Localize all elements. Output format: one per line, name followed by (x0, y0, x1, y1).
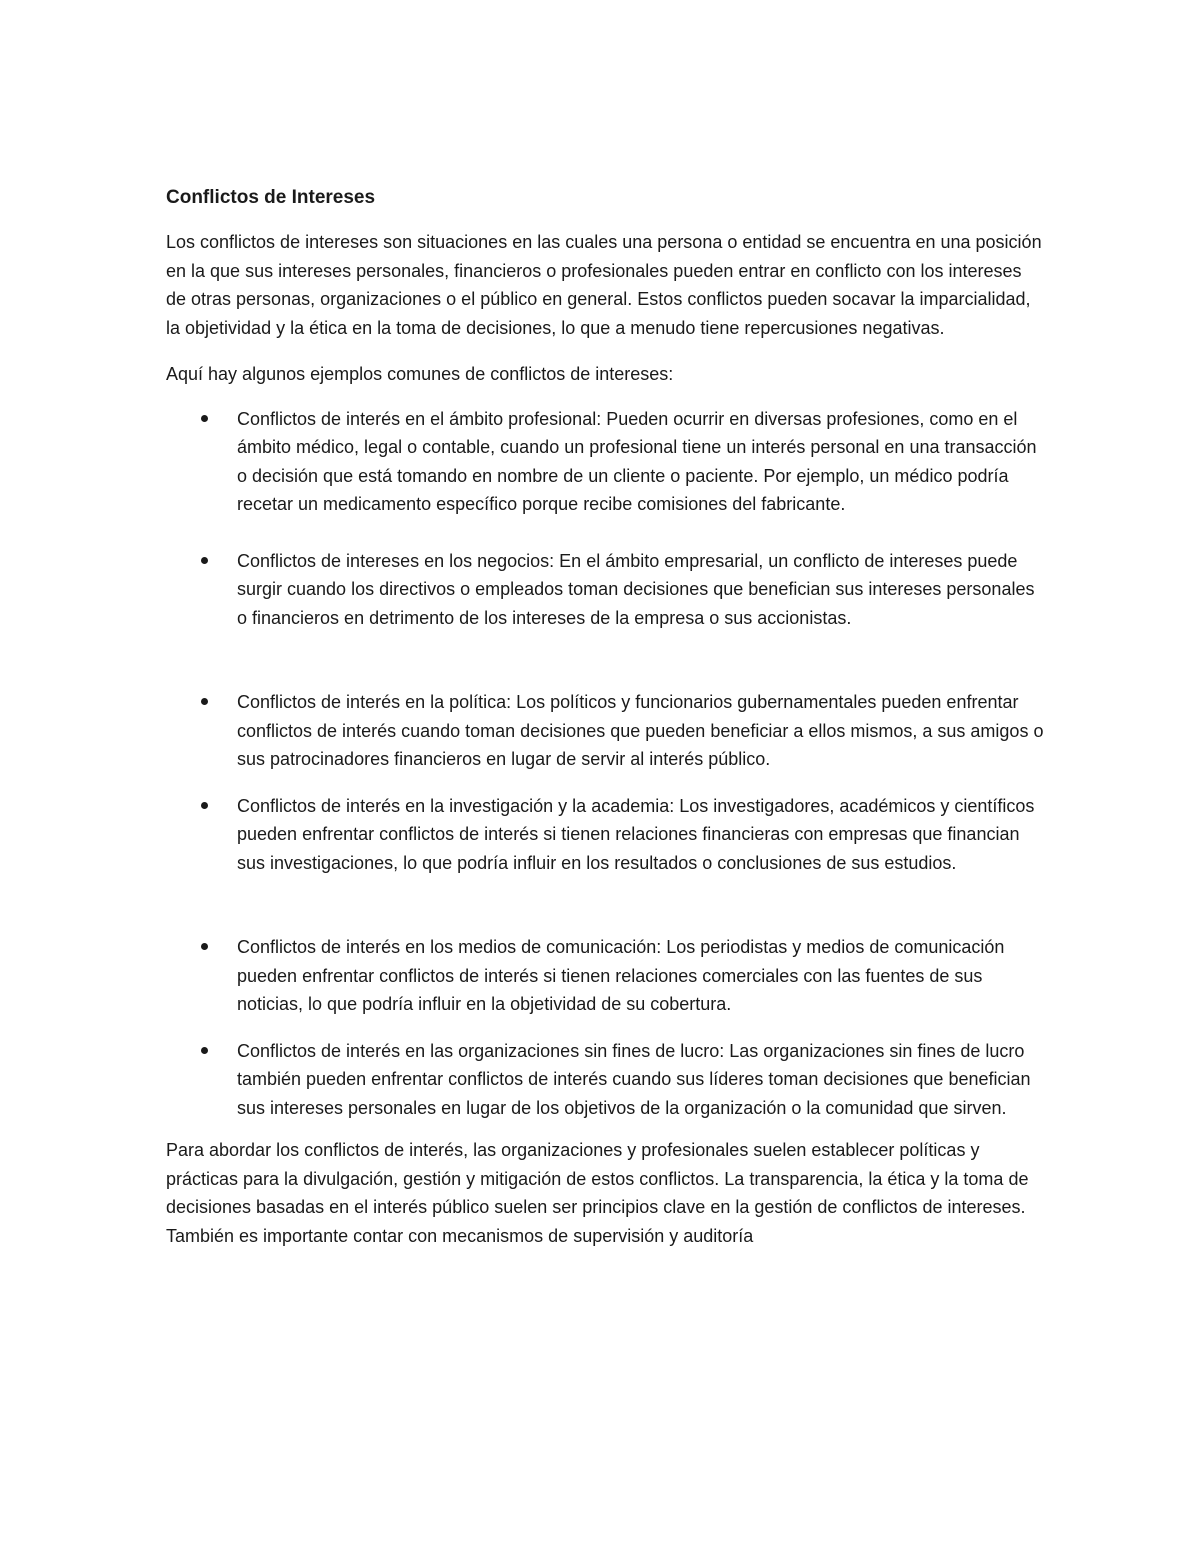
bullet-icon (201, 943, 208, 950)
bullet-icon (201, 1047, 208, 1054)
bullet-icon (201, 415, 208, 422)
bullet-icon (201, 802, 208, 809)
list-item (166, 688, 1046, 774)
list-item (166, 405, 1046, 519)
list-item-text: Conflictos de interés en los medios de comunicación: Los periodistas y medios de comunicación pueden enfrentar conflictos de interés si tienen relaciones comerciales con las fuentes de sus noticias, lo que podría influir en la objetividad de su cobertura. (237, 937, 1005, 1014)
document-title: Conflictos de Intereses (166, 187, 376, 208)
bullet-icon (201, 557, 208, 564)
closing-paragraph: Para abordar los conflictos de interés, las organizaciones y profesionales suelen establecer políticas y prácticas para la divulgación, gestión y mitigación de estos conflictos. La transparencia, la ética y la toma de decisiones basadas en el interés público suelen ser principios clave en la gestión de conflictos de intereses. También es importante contar con mecanismos de supervisión y auditoría (166, 1140, 1029, 1246)
list-item (166, 1037, 1046, 1123)
list-item (166, 547, 1046, 633)
list-item-text: Conflictos de interés en las organizaciones sin fines de lucro: Las organizaciones sin fines de lucro también pueden enfrentar conflictos de interés cuando sus líderes toman decisiones que benefician sus intereses personales en lugar de los objetivos de la organización o la comunidad que sirven. (237, 1040, 1031, 1118)
examples-list (166, 405, 1046, 1123)
list-item (166, 792, 1046, 878)
list-item-text: Conflictos de intereses en los negocios: En el ámbito empresarial, un conflicto de intereses puede surgir cuando los directivos o empleados toman decisiones que benefician sus intereses personales o financieros en detrimento de los intereses de la empresa o sus accionistas. (237, 550, 1035, 628)
list-item-text: Conflictos de interés en la política: Los políticos y funcionarios gubernamentales pueden enfrentar conflictos de interés cuando toman decisiones que pueden beneficiar a ellos mismos, a sus amigos o sus patrocinadores financieros en lugar de servir al interés público. (237, 692, 1044, 769)
list-intro: Aquí hay algunos ejemplos comunes de conflictos de intereses: (166, 364, 674, 384)
intro-paragraph: Los conflictos de intereses son situaciones en las cuales una persona o entidad se encuentra en una posición en la que sus intereses personales, financieros o profesionales pueden entrar en conflicto con los intereses de otras personas, organizaciones o el público en general. Estos conflictos pueden socavar la imparcialidad, la objetividad y la ética en la toma de decisiones, lo que a menudo tiene repercusiones negativas. (166, 232, 1042, 338)
list-item (166, 933, 1046, 1019)
bullet-icon (201, 698, 208, 705)
list-item-text: Conflictos de interés en la investigación y la academia: Los investigadores, académicos y científicos pueden enfrentar conflictos de interés si tienen relaciones financieras con empresas que financian sus investigaciones, lo que podría influir en los resultados o conclusiones de sus estudios. (237, 795, 1035, 873)
document-body (166, 184, 1046, 1268)
list-item-text: Conflictos de interés en el ámbito profesional: Pueden ocurrir en diversas profesiones, como en el ámbito médico, legal o contable, cuando un profesional tiene un interés personal en una transacción o decisión que está tomando en nombre de un cliente o paciente. Por ejemplo, un médico podría recetar un medicamento específico porque recibe comisiones del fabricante. (237, 408, 1037, 514)
